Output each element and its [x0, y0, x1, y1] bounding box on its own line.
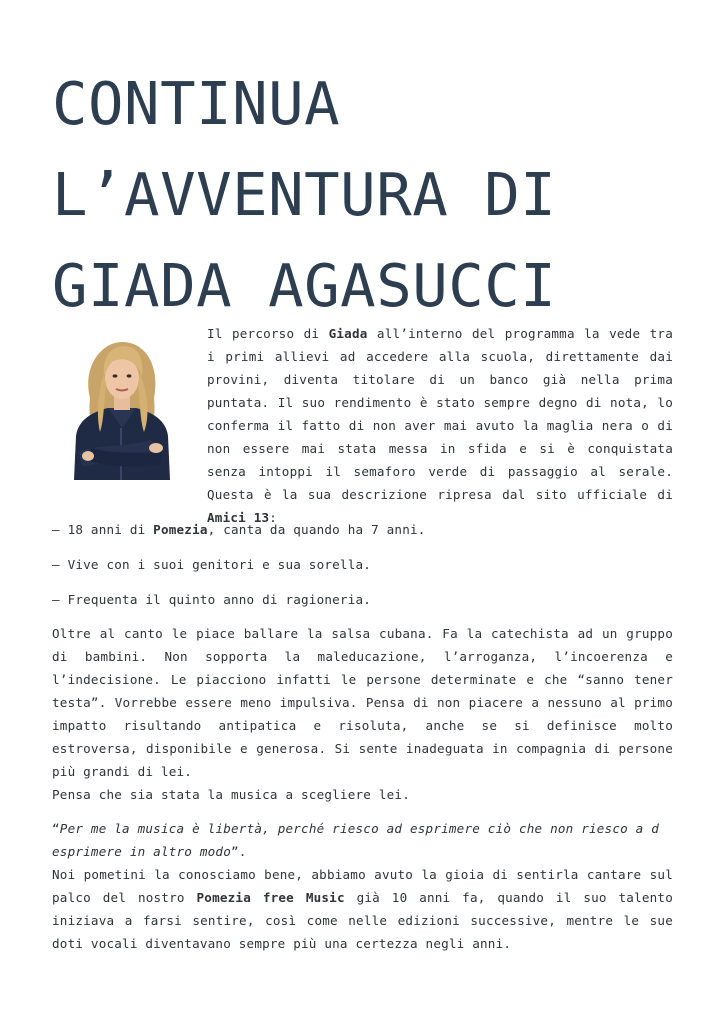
- fact-school: – Frequenta il quinto anno di ragioneria.: [52, 592, 372, 607]
- fact-family: – Vive con i suoi genitori e sua sorella.: [52, 557, 372, 572]
- description-music-line: Pensa che sia stata la musica a scegliere lei.: [52, 787, 410, 802]
- event-name: Pomezia free Music: [196, 890, 345, 905]
- fact-age: – 18 anni di Pomezia, canta da quando ha 7 anni.: [52, 522, 426, 537]
- city-name: Pomezia: [153, 522, 208, 537]
- description-text: Oltre al canto le piace ballare la salsa cubana. Fa la catechista ad un gruppo di bambini. Non sopporta la maleducazione, l’arroganza, l’incoerenza e l’indecisione. Le piacciono infatti le persone determinate e che “sanno tener testa”. Vorrebbe essere meno impulsiva. Pensa di non piacere a nessuno al primo impatto risultando antipatica e risoluta, anche se si definisce molto estroversa, disponibile e generosa. Si sente inadeguata in compagnia di persone più grandi di lei.: [52, 626, 673, 779]
- article-title: [52, 58, 692, 331]
- description-paragraph: [52, 622, 673, 806]
- quote: “Per me la musica è libertà, perché riesco ad esprimere ciò che non riesco a d esprimere in altro modo”.: [52, 821, 660, 859]
- quote-text: Per me la musica è libertà, perché riesco ad esprimere ciò che non riesco a d esprimere in altro modo: [52, 821, 660, 859]
- show-name: Amici 13: [207, 510, 270, 525]
- giada-name: Giada: [328, 326, 368, 341]
- closing-text: Noi pometini la conosciamo bene, abbiamo avuto la gioia di sentirla cantare sul palco del nostro Pomezia free Music già 10 anni fa, quando il suo talento iniziava a farsi sentire, così come nelle edizioni successive, mentre le sue doti vocali diventavano sempre più una certezza negli anni.: [52, 867, 674, 951]
- closing-paragraph: [52, 817, 673, 955]
- title-line-3: GIADA AGASUCCI: [52, 251, 557, 320]
- title-line-1: CONTINUA: [52, 69, 341, 138]
- title-line-2: L’AVVENTURA DI: [52, 160, 557, 229]
- giada-photo: [52, 336, 189, 480]
- intro-paragraph: Il percorso di Giada all’interno del programma la vede tra i primi allievi ad accedere alla scuola, direttamente dai provini, diventa titolare di un banco già nella prima puntata. Il suo rendimento è stato sempre degno di nota, lo conferma il fatto di non aver mai avuto la maglia nera o di non essere mai stata messa in sfida e si è conquistata senza intoppi il semaforo verde di passaggio al serale. Questa è la sua descrizione ripresa dal sito ufficiale di Amici 13:: [207, 326, 673, 525]
